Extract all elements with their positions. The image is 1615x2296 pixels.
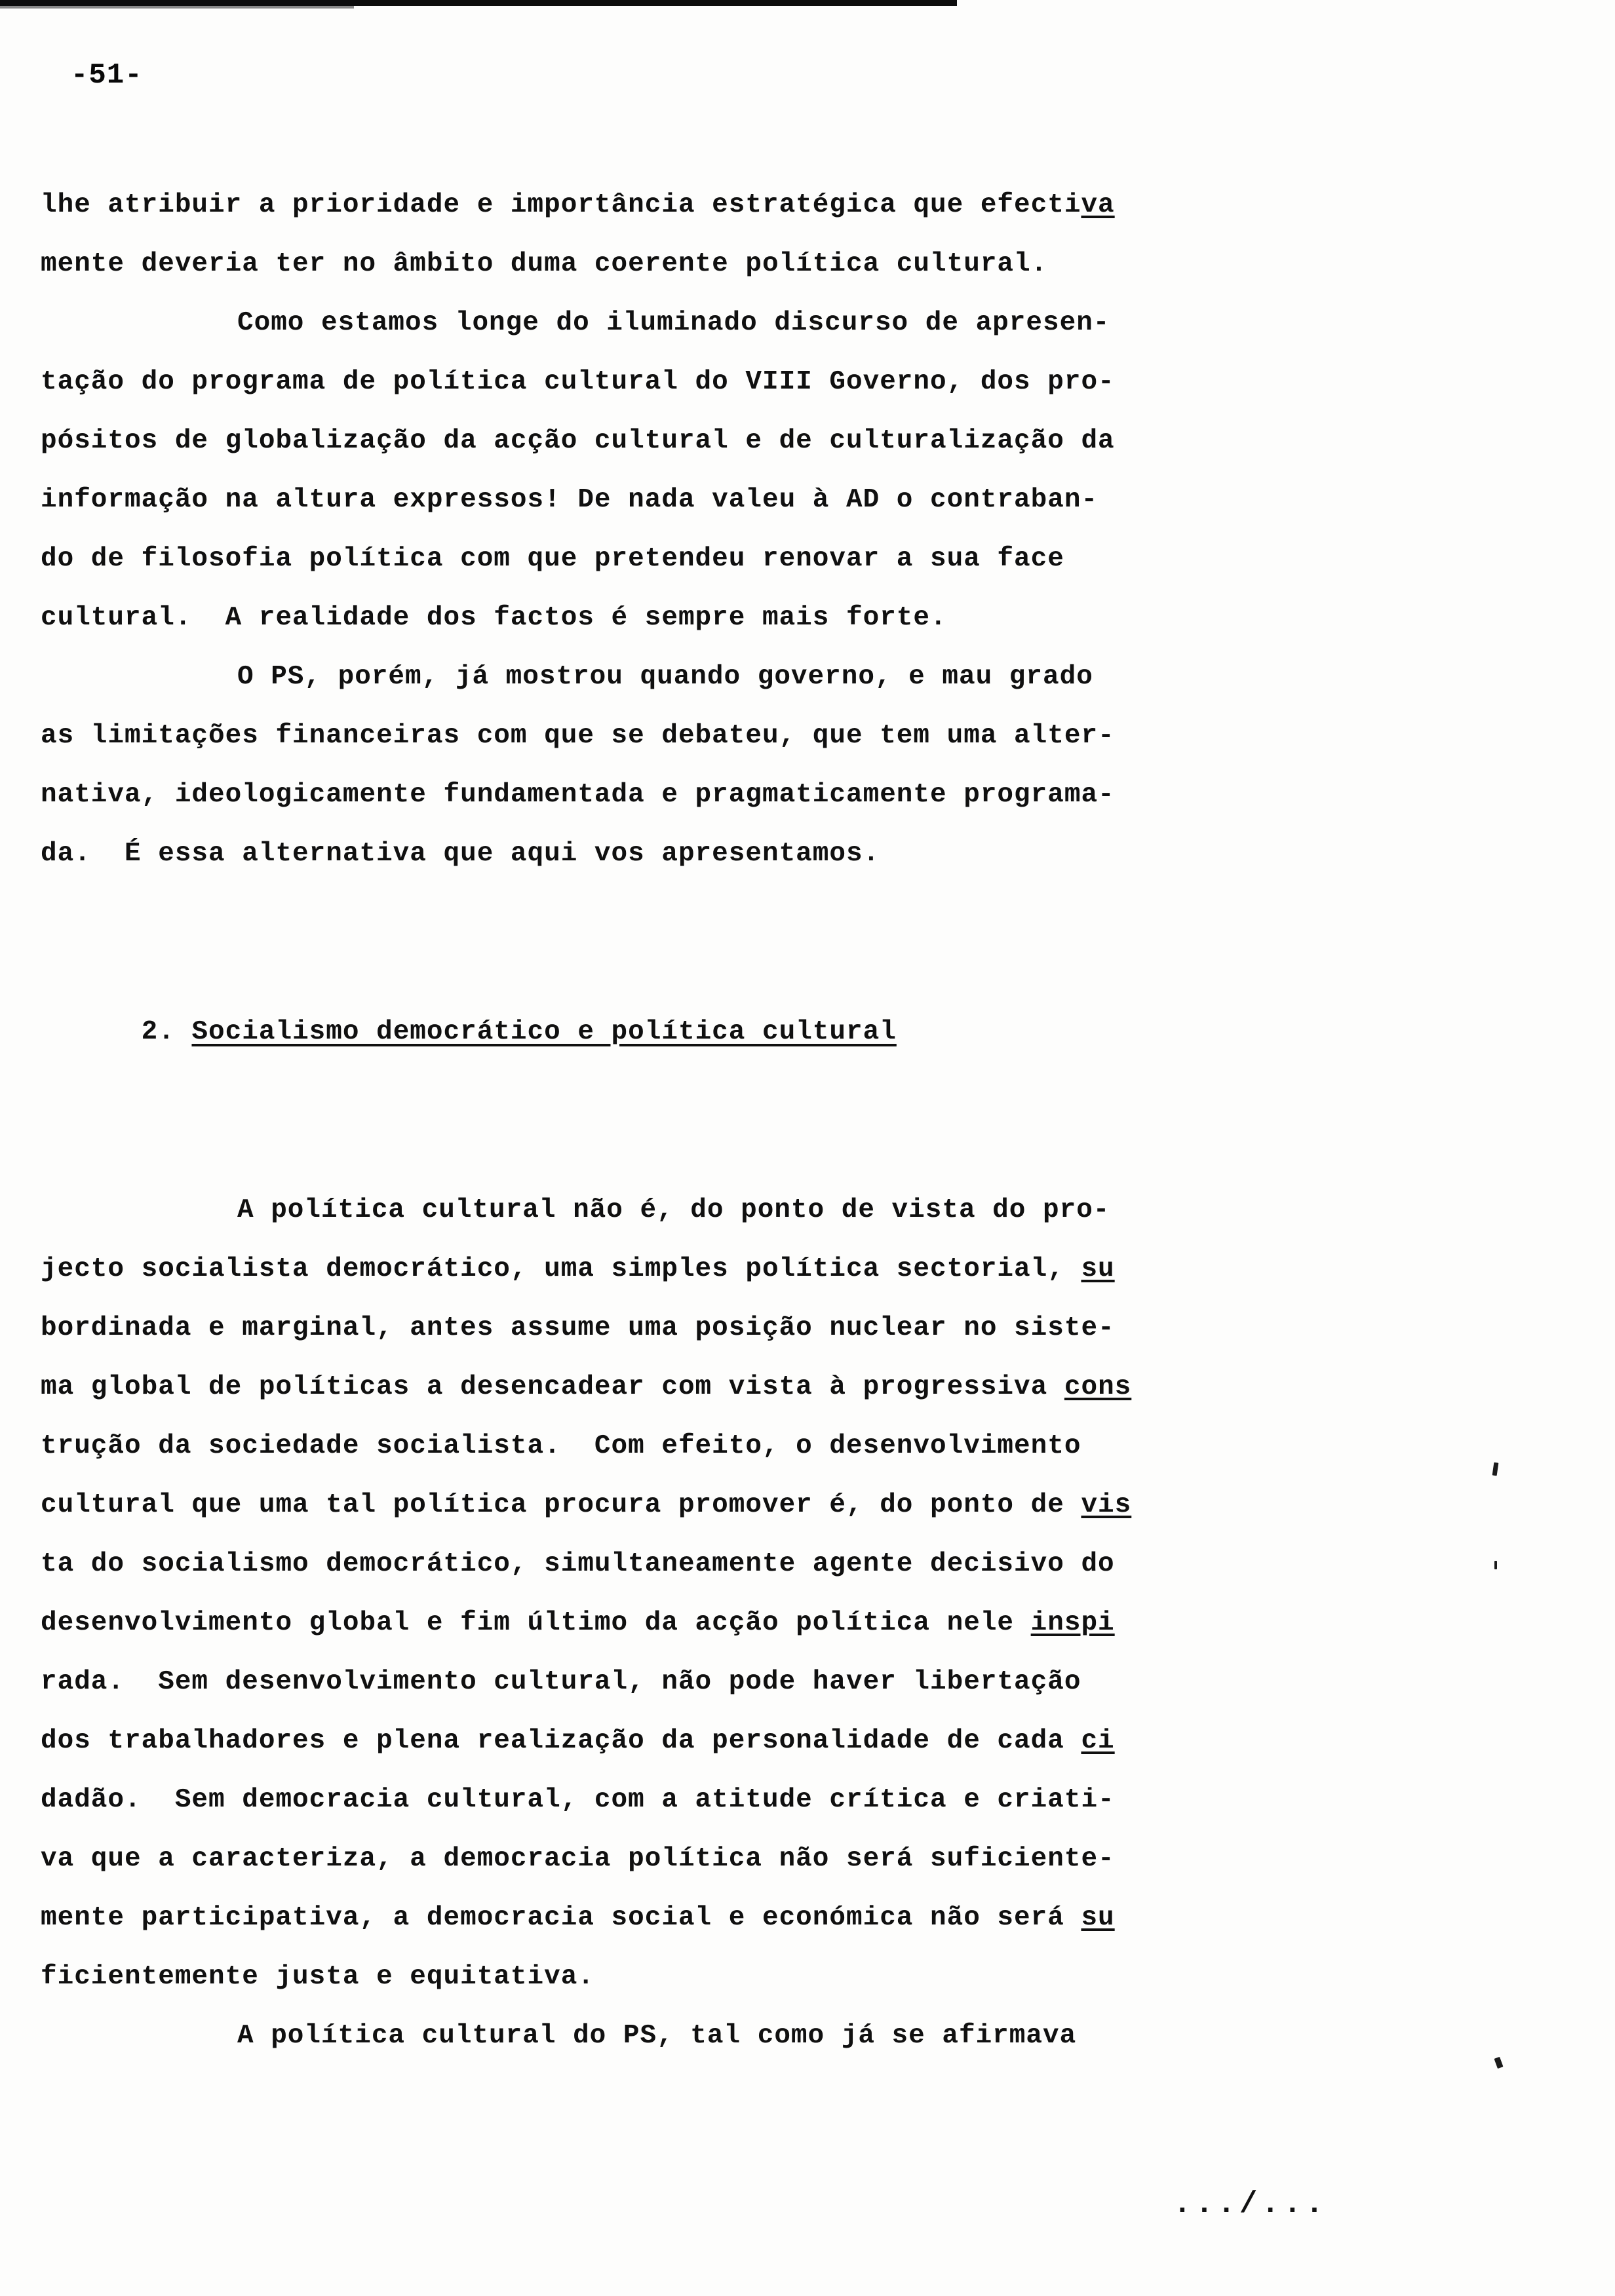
text-line (41, 176, 1574, 235)
text-run: rada. Sem desenvolvimento cultural, não pode haver libertação (41, 1667, 1081, 1697)
text-run: dos trabalhadores e plena realização da personalidade de cada (41, 1726, 1081, 1756)
text-run: ma global de políticas a desencadear com vista à progressiva (41, 1372, 1064, 1402)
underlined-text-run: va (1081, 190, 1115, 220)
scan-speck-icon (1494, 1561, 1497, 1569)
text-run: tação do programa de política cultural do VIII Governo, dos pro- (41, 367, 1115, 397)
underlined-text-run: su (1081, 1254, 1115, 1284)
underlined-text-run: cons (1064, 1372, 1132, 1402)
continuation-marker: .../... (1173, 2187, 1328, 2221)
text-run: ta do socialismo democrático, simultaneamente agente decisivo do (41, 1549, 1115, 1579)
text-line (41, 1535, 1574, 1594)
text-run: informação na altura expressos! De nada valeu à AD o contraban- (41, 485, 1099, 515)
text-line (41, 1653, 1574, 1712)
scan-edge-artifact-secondary (0, 6, 354, 9)
text-line (41, 1299, 1574, 1358)
text-line (41, 1947, 1574, 2006)
document-body (41, 176, 1574, 2065)
text-run: Como estamos longe do iluminado discurso de apresen- (237, 308, 1110, 338)
section-title: Socialismo democrático e política cultural (191, 1017, 897, 1047)
text-line (41, 824, 1574, 883)
text-run: nativa, ideologicamente fundamentada e pragmaticamente programa- (41, 780, 1115, 810)
paragraph-region-before-heading (41, 176, 1574, 883)
text-line (41, 294, 1574, 353)
text-run: lhe atribuir a prioridade e importância estratégica que efecti (41, 190, 1081, 220)
text-line (41, 1770, 1574, 1829)
text-run: da. É essa alternativa que aqui vos apresentamos. (41, 839, 880, 869)
page-number: -51- (71, 59, 143, 92)
text-run: as limitações financeiras com que se debateu, que tem uma alter- (41, 721, 1115, 751)
text-line (41, 647, 1574, 706)
text-line (41, 529, 1574, 588)
paragraph (41, 2006, 1574, 2065)
text-line (41, 1712, 1574, 1770)
paragraph-region-after-heading (41, 1181, 1574, 2065)
text-run: mente deveria ter no âmbito duma coerente política cultural. (41, 249, 1048, 279)
text-line (41, 411, 1574, 470)
underlined-text-run: su (1081, 1903, 1115, 1933)
text-run: cultural que uma tal política procura promover é, do ponto de (41, 1490, 1081, 1520)
text-line (41, 1829, 1574, 1888)
heading-spacer-below (41, 1120, 1574, 1181)
text-run: desenvolvimento global e fim último da acção política nele (41, 1608, 1031, 1638)
text-run: ficientemente justa e equitativa. (41, 1962, 594, 1992)
text-line (41, 1181, 1574, 1240)
text-run: dadão. Sem democracia cultural, com a atitude crítica e criati- (41, 1785, 1115, 1815)
paragraph (41, 647, 1574, 883)
section-heading (41, 944, 1574, 1120)
text-line (41, 588, 1574, 647)
underlined-text-run: ci (1081, 1726, 1115, 1756)
text-run: jecto socialista democrático, uma simples política sectorial, (41, 1254, 1081, 1284)
text-line (41, 1888, 1574, 1947)
text-run: mente participativa, a democracia social e económica não será (41, 1903, 1081, 1933)
text-run: cultural. A realidade dos factos é sempre mais forte. (41, 603, 947, 633)
text-run: A política cultural do PS, tal como já se afirmava (237, 2021, 1077, 2051)
text-line (41, 1417, 1574, 1476)
underlined-text-run: inspi (1030, 1608, 1115, 1638)
text-line (41, 353, 1574, 411)
text-run: bordinada e marginal, antes assume uma posição nuclear no siste- (41, 1313, 1115, 1343)
paragraph (41, 176, 1574, 294)
text-run: do de filosofia política com que pretendeu renovar a sua face (41, 544, 1064, 574)
text-line (41, 1594, 1574, 1653)
text-run: trução da sociedade socialista. Com efeito, o desenvolvimento (41, 1431, 1081, 1461)
text-line (41, 1240, 1574, 1299)
text-line (41, 1476, 1574, 1535)
heading-spacer-above (41, 883, 1574, 944)
paragraph (41, 1181, 1574, 2006)
text-run: va que a caracteriza, a democracia política não será suficiente- (41, 1844, 1115, 1874)
text-run: A política cultural não é, do ponto de vista do pro- (237, 1195, 1110, 1225)
text-line (41, 706, 1574, 765)
text-run: pósitos de globalização da acção cultural e de culturalização da (41, 426, 1115, 456)
text-run: O PS, porém, já mostrou quando governo, e mau grado (237, 662, 1093, 692)
text-line (41, 470, 1574, 529)
underlined-text-run: vis (1081, 1490, 1132, 1520)
text-line (41, 2006, 1574, 2065)
section-number: 2. (141, 1017, 175, 1047)
scan-edge-artifact (0, 0, 957, 6)
paragraph (41, 294, 1574, 647)
text-line (41, 765, 1574, 824)
text-line (41, 235, 1574, 294)
text-line (41, 1358, 1574, 1417)
